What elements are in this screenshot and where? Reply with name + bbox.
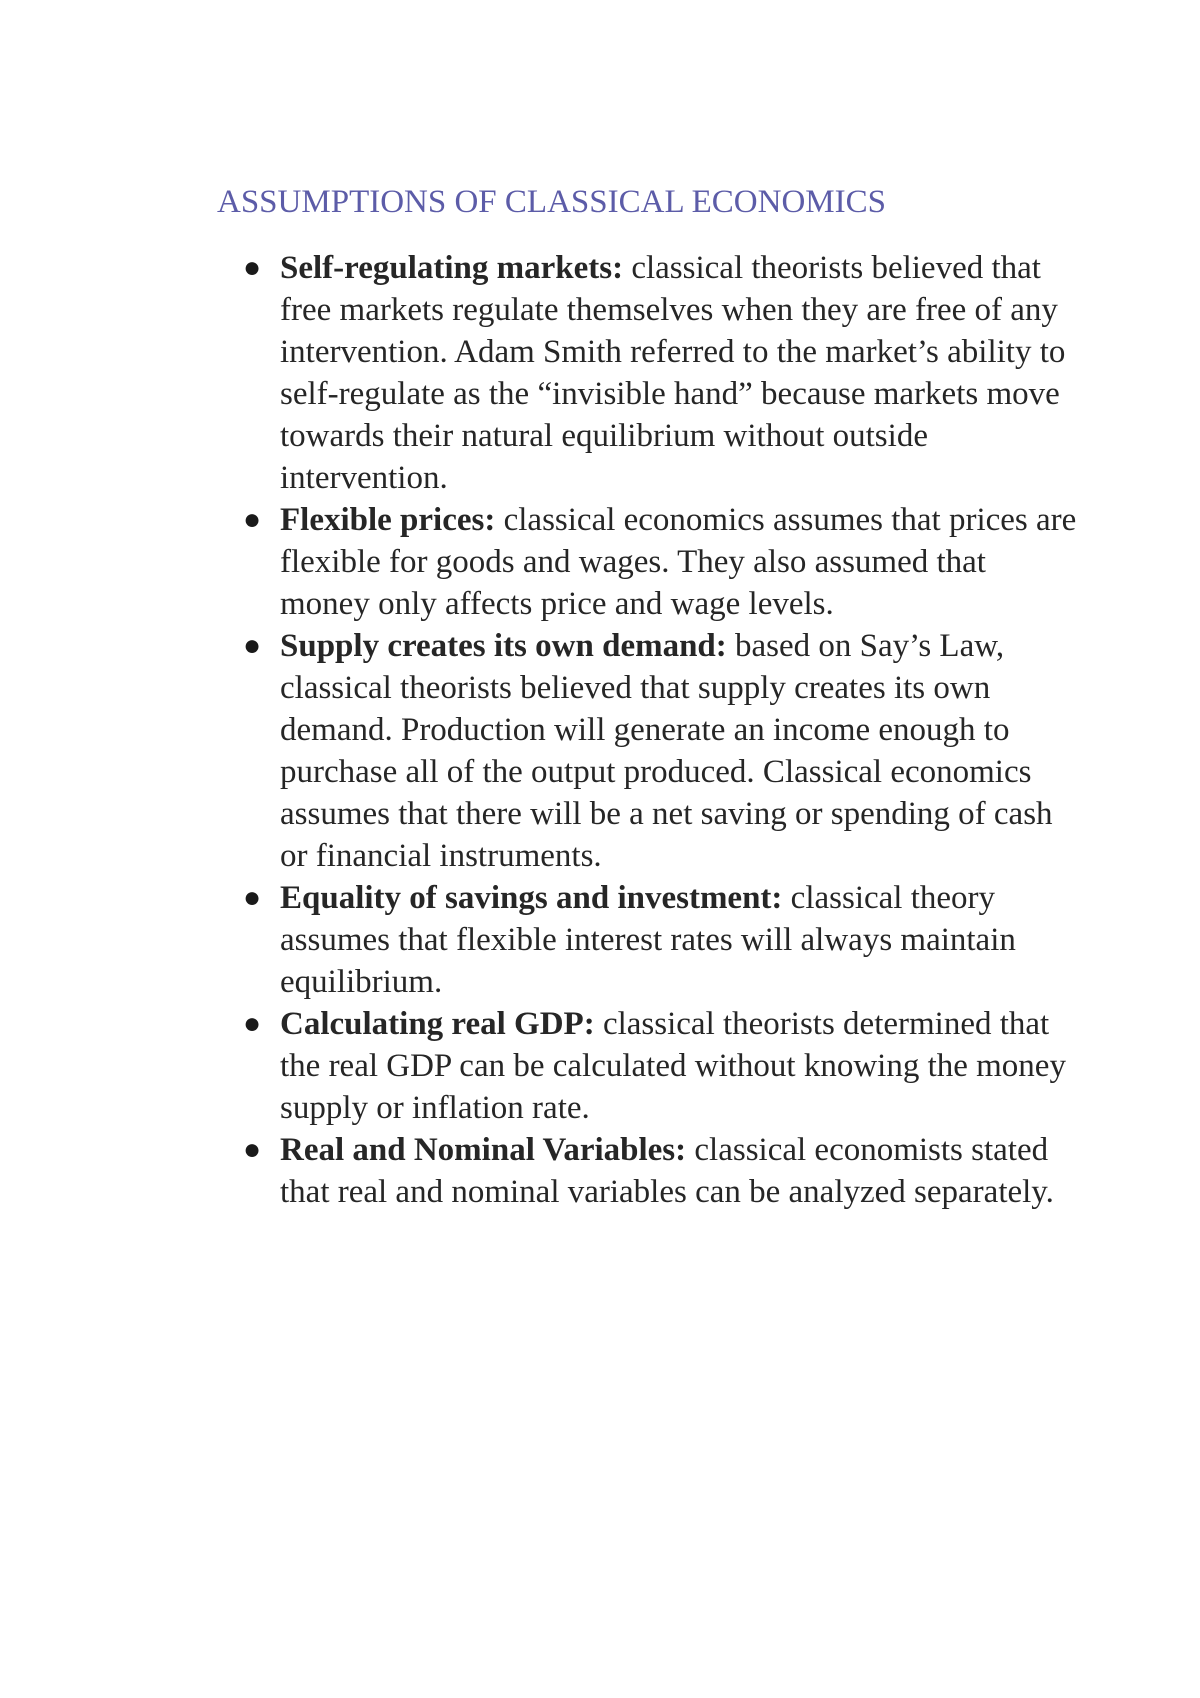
bullet-icon: ●: [243, 1007, 262, 1040]
item-term: Flexible prices:: [280, 502, 496, 538]
item-term: Real and Nominal Variables:: [280, 1132, 687, 1168]
bullet-icon: ●: [243, 251, 262, 284]
item-term: Supply creates its own demand:: [280, 628, 727, 664]
document-title: ASSUMPTIONS OF CLASSICAL ECONOMICS: [217, 184, 886, 220]
list-item: [243, 1003, 1080, 1129]
item-text: classical theorists believed that free markets regulate themselves when they are free of any intervention. Adam Smith referred to the market’s ability to self-regulate as the “invisible hand” because markets move towards their natural equilibrium without outside intervention.: [280, 250, 1066, 496]
list-item: [243, 499, 1080, 625]
item-term: Equality of savings and investment:: [280, 880, 783, 916]
list-item: [243, 1129, 1080, 1213]
item-text: classical economics assumes that prices are flexible for goods and wages. They also assumed that money only affects price and wage levels.: [280, 502, 1077, 622]
item-text: classical economists stated that real and nominal variables can be analyzed separately.: [280, 1132, 1054, 1210]
list-item: [243, 247, 1080, 499]
item-text: classical theory assumes that flexible interest rates will always maintain equilibrium.: [280, 880, 1016, 1000]
list-item: [243, 877, 1080, 1003]
list-item: [243, 625, 1080, 877]
item-text: based on Say’s Law, classical theorists believed that supply creates its own demand. Production will generate an income enough to purchase all of the output produced. Classical economics assumes that there will be a net saving or spending of cash or financial instruments.: [280, 628, 1053, 874]
bullet-icon: ●: [243, 503, 262, 536]
item-text: classical theorists determined that the real GDP can be calculated without knowing the money supply or inflation rate.: [280, 1006, 1066, 1126]
item-term: Self-regulating markets:: [280, 250, 624, 286]
bullet-icon: ●: [243, 629, 262, 662]
bullet-icon: ●: [243, 1133, 262, 1166]
assumption-list: [243, 247, 1080, 1213]
bullet-icon: ●: [243, 881, 262, 914]
item-term: Calculating real GDP:: [280, 1006, 595, 1042]
